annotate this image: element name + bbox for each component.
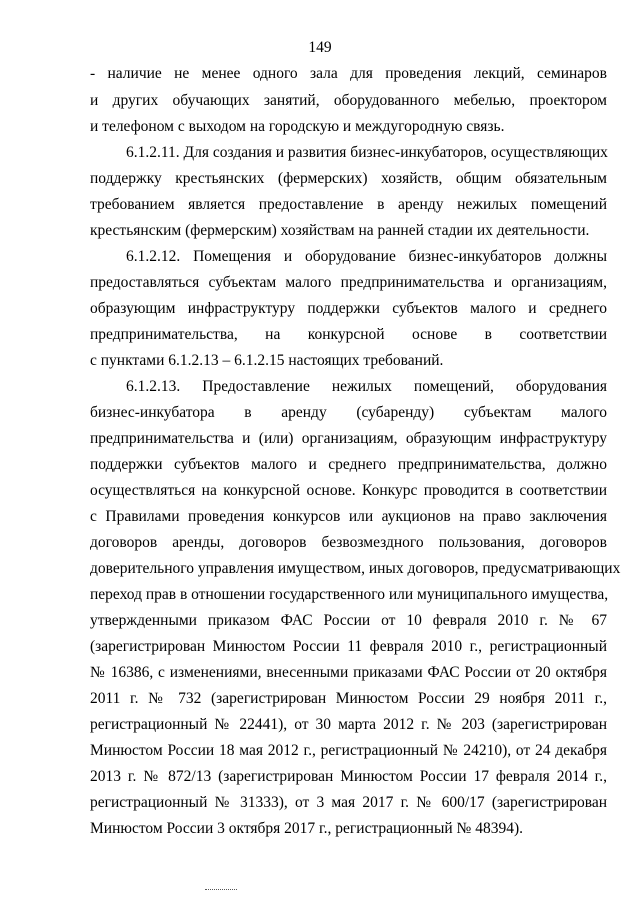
text-line: крестьянским (фермерским) хозяйствам на ранней стадии их деятельности. — [90, 222, 590, 239]
text-line: предоставляться субъектам малого предпринимательства и организациям, — [90, 274, 607, 291]
text-line: утвержденными приказом ФАС России от 10 февраля 2010 г. № 67 — [90, 612, 607, 629]
text-line: осуществляться на конкурсной основе. Конкурс проводится в соответствии — [90, 482, 607, 499]
text-line: с Правилами проведения конкурсов или аукционов на право заключения — [90, 508, 607, 525]
text-line: требованием является предоставление в аренду нежилых помещений — [90, 196, 607, 213]
text-line: и других обучающих занятий, оборудованного мебелью, проектором — [90, 92, 607, 109]
text-line: и телефоном с выходом на городскую и междугородную связь. — [90, 118, 505, 135]
text-line: 2011 г. № 732 (зарегистрирован Минюстом России 29 ноября 2011 г., — [90, 690, 607, 707]
text-line: поддержку крестьянских (фермерских) хозяйств, общим обязательным — [90, 170, 607, 187]
text-line: переход прав в отношении государственного или муниципального имущества, — [90, 586, 609, 603]
text-line: - наличие не менее одного зала для проведения лекций, семинаров — [90, 65, 607, 82]
footer-divider — [205, 889, 237, 890]
text-line: 6.1.2.11. Для создания и развития бизнес-инкубаторов, осуществляющих — [126, 144, 608, 161]
text-line: бизнес-инкубатора в аренду (субаренду) субъектам малого — [90, 404, 607, 421]
text-line: № 16386, с изменениями, внесенными приказами ФАС России от 20 октября — [90, 664, 607, 681]
text-line: поддержки субъектов малого и среднего предпринимательства, должно — [90, 456, 607, 473]
text-line: предпринимательства и (или) организациям, образующим инфраструктуру — [90, 430, 607, 447]
text-line: с пунктами 6.1.2.13 – 6.1.2.15 настоящих требований. — [90, 352, 444, 369]
text-line: доверительного управления имуществом, иных договоров, предусматривающих — [90, 560, 621, 577]
text-line: (зарегистрирован Минюстом России 11 февраля 2010 г., регистрационный — [90, 638, 607, 655]
text-line: образующим инфраструктуру поддержки субъектов малого и среднего — [90, 300, 607, 317]
text-line: 6.1.2.12. Помещения и оборудование бизнес-инкубаторов должны — [126, 248, 607, 265]
text-line: предпринимательства, на конкурсной основе в соответствии — [90, 326, 607, 343]
text-line: Минюстом России 18 мая 2012 г., регистрационный № 24210), от 24 декабря — [90, 742, 607, 759]
text-line: 6.1.2.13. Предоставление нежилых помещений, оборудования — [126, 378, 607, 395]
page-number: 149 — [308, 39, 332, 56]
text-line: 2013 г. № 872/13 (зарегистрирован Минюстом России 17 февраля 2014 г., — [90, 768, 607, 785]
text-line: регистрационный № 22441), от 30 марта 2012 г. № 203 (зарегистрирован — [90, 716, 607, 733]
text-line: регистрационный № 31333), от 3 мая 2017 г. № 600/17 (зарегистрирован — [90, 794, 607, 811]
text-line: договоров аренды, договоров безвозмездного пользования, договоров — [90, 534, 607, 551]
text-line: Минюстом России 3 октября 2017 г., регистрационный № 48394). — [90, 820, 524, 837]
